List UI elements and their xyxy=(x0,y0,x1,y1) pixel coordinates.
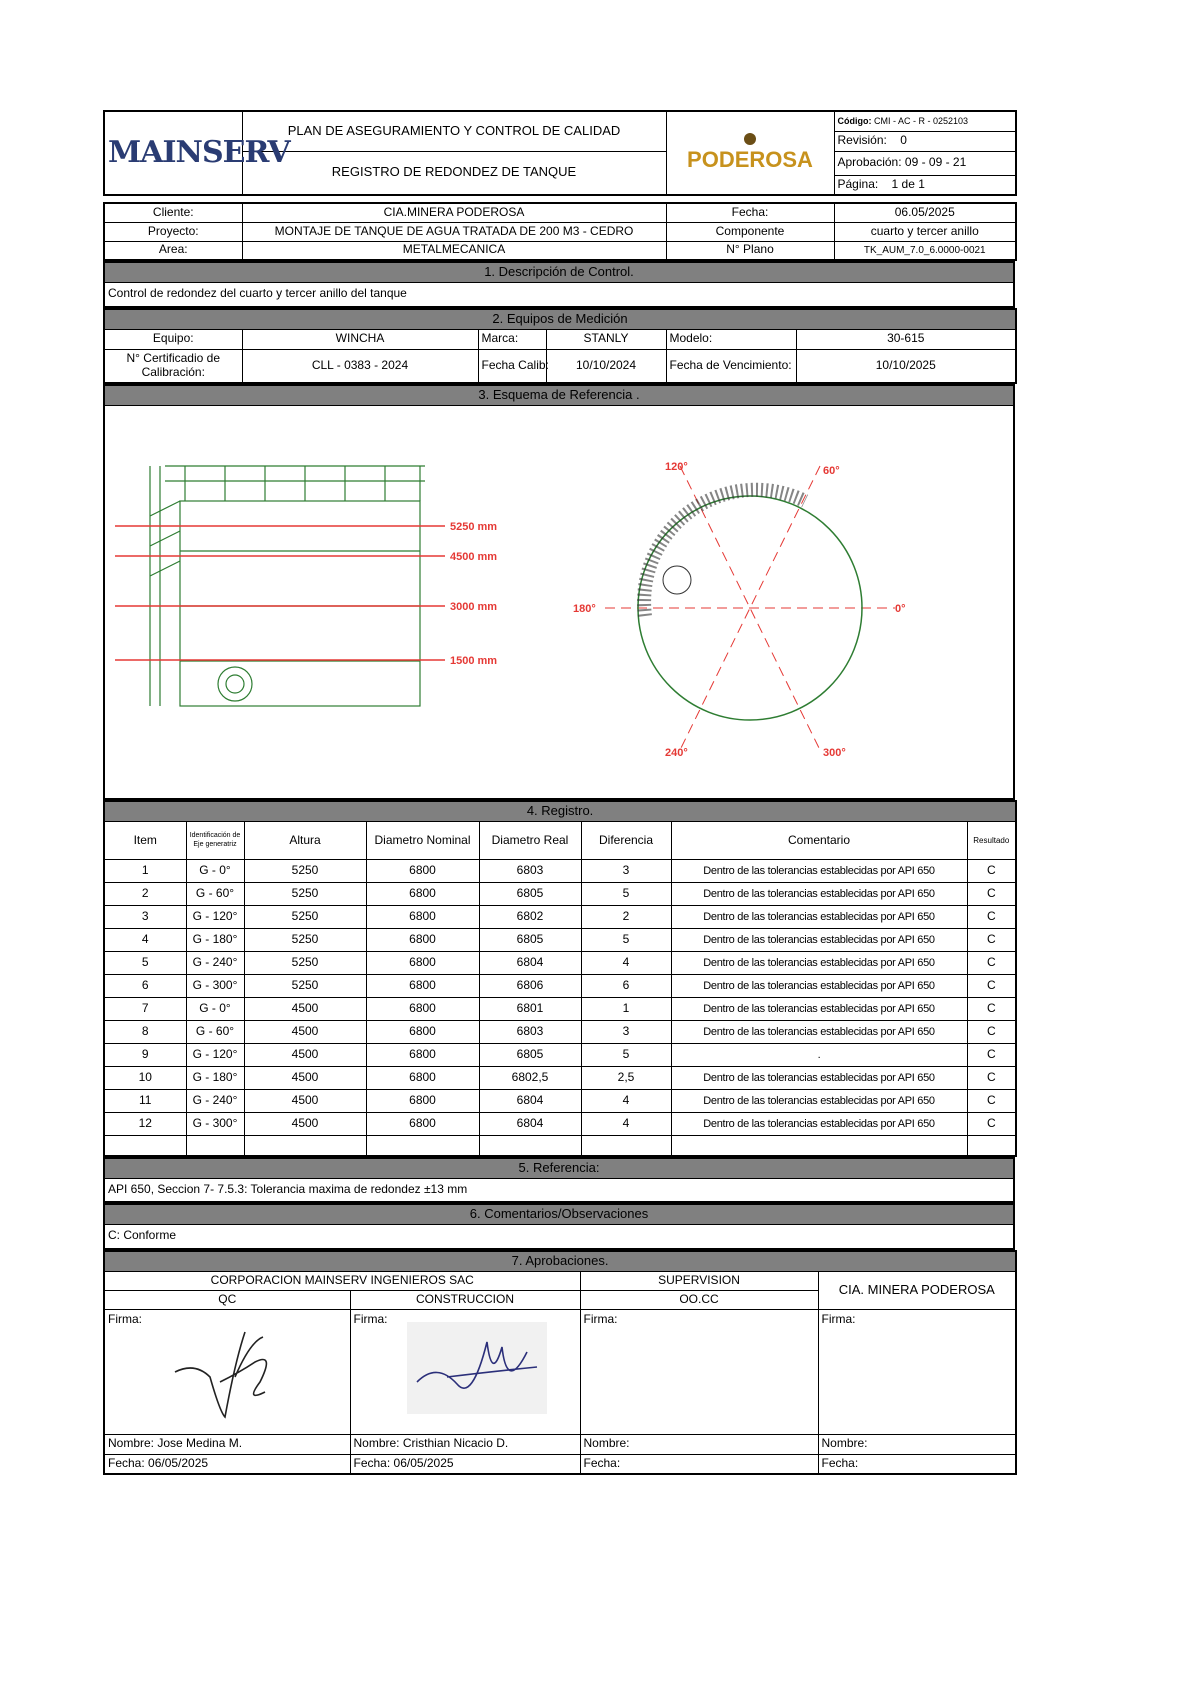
cert-label-line2: Calibración: xyxy=(141,364,205,379)
codigo-cell xyxy=(834,111,1016,131)
revision-cell xyxy=(834,131,1016,151)
section1-table xyxy=(103,261,1015,308)
fecha-label: Fecha: xyxy=(666,203,834,222)
cell-diametro-real: 6804 xyxy=(479,1090,581,1113)
plan-title: PLAN DE ASEGURAMIENTO Y CONTROL DE CALIDAD xyxy=(242,111,666,151)
elev-label-3000: 3000 mm xyxy=(450,601,498,613)
col-comentario: Comentario xyxy=(671,822,967,860)
section4-table xyxy=(103,800,1017,1157)
cell-item: 1 xyxy=(104,860,186,883)
col-eje: Identificación de Eje generatriz xyxy=(186,822,244,860)
fecha-calib-value: 10/10/2024 xyxy=(546,349,666,383)
elev-label-4500: 4500 mm xyxy=(450,551,498,563)
cell-diferencia: 1 xyxy=(581,998,671,1021)
cell-diferencia: 3 xyxy=(581,860,671,883)
col-altura: Altura xyxy=(244,822,366,860)
cell-comentario: Dentro de las tolerancias establecidas por API 650 xyxy=(671,975,967,998)
plan-label-0: 0° xyxy=(895,603,906,615)
cell-altura: 5250 xyxy=(244,952,366,975)
table-row xyxy=(104,1090,1016,1113)
oocc-signature-box xyxy=(580,1309,818,1434)
cell-eje: G - 300° xyxy=(186,975,244,998)
cell-eje: G - 60° xyxy=(186,883,244,906)
table-row xyxy=(104,1021,1016,1044)
cell-diametro-nominal: 6800 xyxy=(366,998,479,1021)
construccion-nombre: Nombre: Cristhian Nicacio D. xyxy=(350,1434,580,1454)
cell-diferencia: 5 xyxy=(581,929,671,952)
cell-eje: G - 60° xyxy=(186,1021,244,1044)
col-diferencia: Diferencia xyxy=(581,822,671,860)
proyecto-value: MONTAJE DE TANQUE DE AGUA TRATADA DE 200 M3 - CEDRO xyxy=(242,222,666,241)
cell-comentario: Dentro de las tolerancias establecidas por API 650 xyxy=(671,883,967,906)
proyecto-label: Proyecto: xyxy=(104,222,242,241)
elev-label-1500: 1500 mm xyxy=(450,655,498,667)
section6-title: 6. Comentarios/Observaciones xyxy=(104,1204,1014,1225)
cell-item: 7 xyxy=(104,998,186,1021)
section5-title: 5. Referencia: xyxy=(104,1158,1014,1179)
tank-shell xyxy=(180,501,420,706)
cell-altura: 4500 xyxy=(244,1090,366,1113)
cell-altura: 4500 xyxy=(244,1021,366,1044)
client-signature-box xyxy=(818,1309,1016,1434)
table-row xyxy=(104,929,1016,952)
approval-oocc: OO.CC xyxy=(580,1290,818,1309)
cell-comentario: Dentro de las tolerancias establecidas por API 650 xyxy=(671,1113,967,1136)
section3-table xyxy=(103,384,1015,800)
cell-diametro-nominal: 6800 xyxy=(366,1113,479,1136)
col-resultado: Resultado xyxy=(967,822,1016,860)
cell-resultado: C xyxy=(967,975,1016,998)
cell-comentario: . xyxy=(671,1044,967,1067)
cell-diametro-real: 6802 xyxy=(479,906,581,929)
cell-altura: 4500 xyxy=(244,1044,366,1067)
cell-altura: 4500 xyxy=(244,1113,366,1136)
cell-diferencia: 6 xyxy=(581,975,671,998)
cell-comentario: Dentro de las tolerancias establecidas por API 650 xyxy=(671,952,967,975)
cell-diametro-nominal: 6800 xyxy=(366,1090,479,1113)
cell-diferencia: 5 xyxy=(581,1044,671,1067)
pagina-cell xyxy=(834,175,1016,195)
info-table xyxy=(103,202,1017,261)
qc-fecha: Fecha: 06/05/2025 xyxy=(104,1454,350,1474)
cell-comentario: Dentro de las tolerancias establecidas por API 650 xyxy=(671,1021,967,1044)
client-nombre: Nombre: xyxy=(818,1434,1016,1454)
componente-value: cuarto y tercer anillo xyxy=(834,222,1016,241)
construccion-signature-image xyxy=(407,1322,547,1414)
cell-altura: 5250 xyxy=(244,906,366,929)
mainserv-logo xyxy=(104,111,290,195)
cell-eje: G - 0° xyxy=(186,998,244,1021)
modelo-value: 30-615 xyxy=(796,329,1016,349)
approval-construccion: CONSTRUCCION xyxy=(350,1290,580,1309)
approval-client: CIA. MINERA PODEROSA xyxy=(818,1271,1016,1309)
section3-title: 3. Esquema de Referencia . xyxy=(104,385,1014,406)
cell-item: 5 xyxy=(104,952,186,975)
cell-altura: 4500 xyxy=(244,998,366,1021)
equipo-value: WINCHA xyxy=(242,329,478,349)
aprobacion-value: 09 - 09 - 21 xyxy=(904,155,967,170)
cell-comentario: Dentro de las tolerancias establecidas por API 650 xyxy=(671,860,967,883)
approval-supervision: SUPERVISION xyxy=(580,1271,818,1290)
cell-diametro-real: 6801 xyxy=(479,998,581,1021)
codigo-label: Código: xyxy=(837,116,872,127)
cell-diametro-nominal: 6800 xyxy=(366,883,479,906)
aprobacion-label: Aprobación: xyxy=(837,155,902,170)
cell-diametro-nominal: 6800 xyxy=(366,860,479,883)
cell-comentario: Dentro de las tolerancias establecidas por API 650 xyxy=(671,929,967,952)
col-item: Item xyxy=(104,822,186,860)
plano-label: N° Plano xyxy=(666,241,834,260)
codigo-value: CMI - AC - R - 0252103 xyxy=(874,116,969,127)
tank-plan-drawing xyxy=(565,406,1005,798)
cell-resultado: C xyxy=(967,906,1016,929)
poderosa-emblem-icon xyxy=(744,133,756,145)
register-header-row xyxy=(104,822,1016,860)
revision-value: 0 xyxy=(900,133,907,148)
section7-title: 7. Aprobaciones. xyxy=(104,1251,1016,1272)
section1-text: Control de redondez del cuarto y tercer anillo del tanque xyxy=(104,283,1014,307)
cell-diametro-real: 6804 xyxy=(479,952,581,975)
section6-text: C: Conforme xyxy=(104,1225,1014,1249)
section7-table xyxy=(103,1250,1017,1476)
section2-title: 2. Equipos de Medición xyxy=(104,309,1016,330)
plan-label-60: 60° xyxy=(823,465,840,477)
cell-resultado: C xyxy=(967,929,1016,952)
table-row xyxy=(104,975,1016,998)
empty-row xyxy=(104,1136,1016,1156)
construccion-signature-box xyxy=(350,1309,580,1434)
table-row xyxy=(104,1044,1016,1067)
table-row xyxy=(104,952,1016,975)
poderosa-logo-text: PODEROSA xyxy=(687,147,813,173)
cell-diametro-real: 6805 xyxy=(479,1044,581,1067)
equipo-label: Equipo: xyxy=(104,329,242,349)
section2-table xyxy=(103,308,1017,385)
col-diametro-real: Diametro Real xyxy=(479,822,581,860)
cell-comentario: Dentro de las tolerancias establecidas por API 650 xyxy=(671,906,967,929)
stair-arc xyxy=(644,490,805,616)
cert-value: CLL - 0383 - 2024 xyxy=(242,349,478,383)
pagina-value: 1 de 1 xyxy=(891,176,925,191)
header-table xyxy=(103,110,1017,196)
marca-label: Marca: xyxy=(478,329,546,349)
cell-item: 9 xyxy=(104,1044,186,1067)
cell-comentario: Dentro de las tolerancias establecidas por API 650 xyxy=(671,998,967,1021)
cell-diferencia: 4 xyxy=(581,1113,671,1136)
cell-eje: G - 180° xyxy=(186,929,244,952)
section5-text: API 650, Seccion 7- 7.5.3: Tolerancia maxima de redondez ±13 mm xyxy=(104,1178,1014,1202)
approval-qc: QC xyxy=(104,1290,350,1309)
cell-resultado: C xyxy=(967,1021,1016,1044)
vencimiento-value: 10/10/2025 xyxy=(796,349,1016,383)
construccion-firma-label: Firma: xyxy=(353,1311,388,1326)
cell-diferencia: 4 xyxy=(581,952,671,975)
cell-resultado: C xyxy=(967,860,1016,883)
construccion-signature-icon xyxy=(407,1322,547,1414)
cell-item: 12 xyxy=(104,1113,186,1136)
cliente-value: CIA.MINERA PODEROSA xyxy=(242,203,666,222)
qc-firma-label: Firma: xyxy=(108,1311,142,1326)
table-row xyxy=(104,860,1016,883)
cell-eje: G - 120° xyxy=(186,906,244,929)
section1-title: 1. Descripción de Control. xyxy=(104,262,1014,283)
cell-item: 11 xyxy=(104,1090,186,1113)
cell-diametro-real: 6803 xyxy=(479,860,581,883)
area-label: Area: xyxy=(104,241,242,260)
cell-altura: 5250 xyxy=(244,929,366,952)
cell-diametro-nominal: 6800 xyxy=(366,1044,479,1067)
qc-nombre: Nombre: Jose Medina M. xyxy=(104,1434,350,1454)
register-rows xyxy=(104,860,1016,1136)
qc-signature-box xyxy=(104,1309,350,1434)
mainserv-logo-text: MAINSERV xyxy=(108,134,290,170)
area-value: METALMECANICA xyxy=(242,241,666,260)
cell-resultado: C xyxy=(967,952,1016,975)
cell-altura: 4500 xyxy=(244,1067,366,1090)
vencimiento-label: Fecha de Vencimiento: xyxy=(666,349,796,383)
section4-title: 4. Registro. xyxy=(104,801,1016,822)
cell-diametro-nominal: 6800 xyxy=(366,929,479,952)
section5-table xyxy=(103,1157,1015,1204)
oocc-nombre: Nombre: xyxy=(580,1434,818,1454)
construccion-fecha: Fecha: 06/05/2025 xyxy=(350,1454,580,1474)
cell-eje: G - 240° xyxy=(186,1090,244,1113)
cell-item: 3 xyxy=(104,906,186,929)
cell-diametro-real: 6804 xyxy=(479,1113,581,1136)
componente-label: Componente xyxy=(666,222,834,241)
cell-diametro-nominal: 6800 xyxy=(366,1067,479,1090)
cell-diferencia: 4 xyxy=(581,1090,671,1113)
cert-label-line1: N° Certificadio de xyxy=(126,350,220,365)
table-row xyxy=(104,883,1016,906)
reference-scheme xyxy=(104,406,1014,800)
cell-diametro-real: 6805 xyxy=(479,929,581,952)
cell-comentario: Dentro de las tolerancias establecidas por API 650 xyxy=(671,1090,967,1113)
aprobacion-cell xyxy=(834,151,1016,175)
plan-label-240: 240° xyxy=(665,747,688,759)
fecha-value: 06.05/2025 xyxy=(834,203,1016,222)
cell-altura: 5250 xyxy=(244,860,366,883)
table-row xyxy=(104,998,1016,1021)
cert-label xyxy=(104,349,242,383)
cell-diferencia: 2 xyxy=(581,906,671,929)
plano-value: TK_AUM_7.0_6.0000-0021 xyxy=(834,241,1016,260)
cell-diferencia: 3 xyxy=(581,1021,671,1044)
register-title: REGISTRO DE REDONDEZ DE TANQUE xyxy=(242,151,666,195)
pagina-label: Página: xyxy=(837,176,879,191)
cell-diferencia: 2,5 xyxy=(581,1067,671,1090)
cell-resultado: C xyxy=(967,883,1016,906)
cell-item: 10 xyxy=(104,1067,186,1090)
cell-eje: G - 300° xyxy=(186,1113,244,1136)
plan-label-300: 300° xyxy=(823,747,846,759)
cell-resultado: C xyxy=(967,1113,1016,1136)
elev-label-5250: 5250 mm xyxy=(450,521,498,533)
quality-record-sheet xyxy=(103,110,1015,1475)
table-row xyxy=(104,906,1016,929)
cell-resultado: C xyxy=(967,1067,1016,1090)
modelo-label: Modelo: xyxy=(666,329,796,349)
fecha-calib-label: Fecha Calib: xyxy=(478,349,546,383)
revision-label: Revisión: xyxy=(837,133,887,148)
cell-eje: G - 0° xyxy=(186,860,244,883)
cell-resultado: C xyxy=(967,998,1016,1021)
cell-diametro-nominal: 6800 xyxy=(366,1021,479,1044)
cell-resultado: C xyxy=(967,1044,1016,1067)
plan-label-180: 180° xyxy=(573,603,596,615)
oocc-fecha: Fecha: xyxy=(580,1454,818,1474)
marca-value: STANLY xyxy=(546,329,666,349)
cell-item: 4 xyxy=(104,929,186,952)
col-diametro-nominal: Diametro Nominal xyxy=(366,822,479,860)
cell-item: 8 xyxy=(104,1021,186,1044)
cell-diferencia: 5 xyxy=(581,883,671,906)
cell-comentario: Dentro de las tolerancias establecidas por API 650 xyxy=(671,1067,967,1090)
plan-label-120: 120° xyxy=(665,461,688,473)
approval-company: CORPORACION MAINSERV INGENIEROS SAC xyxy=(104,1271,580,1290)
cell-resultado: C xyxy=(967,1090,1016,1113)
table-row xyxy=(104,1113,1016,1136)
cell-item: 6 xyxy=(104,975,186,998)
client-fecha: Fecha: xyxy=(818,1454,1016,1474)
cell-diametro-real: 6803 xyxy=(479,1021,581,1044)
client-firma-label: Firma: xyxy=(821,1311,856,1326)
cell-altura: 5250 xyxy=(244,975,366,998)
cell-diametro-nominal: 6800 xyxy=(366,952,479,975)
oocc-firma-label: Firma: xyxy=(583,1311,618,1326)
tank-elevation-drawing xyxy=(105,406,525,798)
cliente-label: Cliente: xyxy=(104,203,242,222)
cell-diametro-real: 6802,5 xyxy=(479,1067,581,1090)
poderosa-logo xyxy=(666,111,834,195)
cell-diametro-nominal: 6800 xyxy=(366,906,479,929)
qc-signature-icon xyxy=(165,1322,285,1422)
cell-eje: G - 180° xyxy=(186,1067,244,1090)
cell-diametro-real: 6806 xyxy=(479,975,581,998)
cell-diametro-real: 6805 xyxy=(479,883,581,906)
table-row xyxy=(104,1067,1016,1090)
cell-eje: G - 120° xyxy=(186,1044,244,1067)
cell-diametro-nominal: 6800 xyxy=(366,975,479,998)
section6-table xyxy=(103,1203,1015,1250)
cell-eje: G - 240° xyxy=(186,952,244,975)
cell-item: 2 xyxy=(104,883,186,906)
cell-altura: 5250 xyxy=(244,883,366,906)
